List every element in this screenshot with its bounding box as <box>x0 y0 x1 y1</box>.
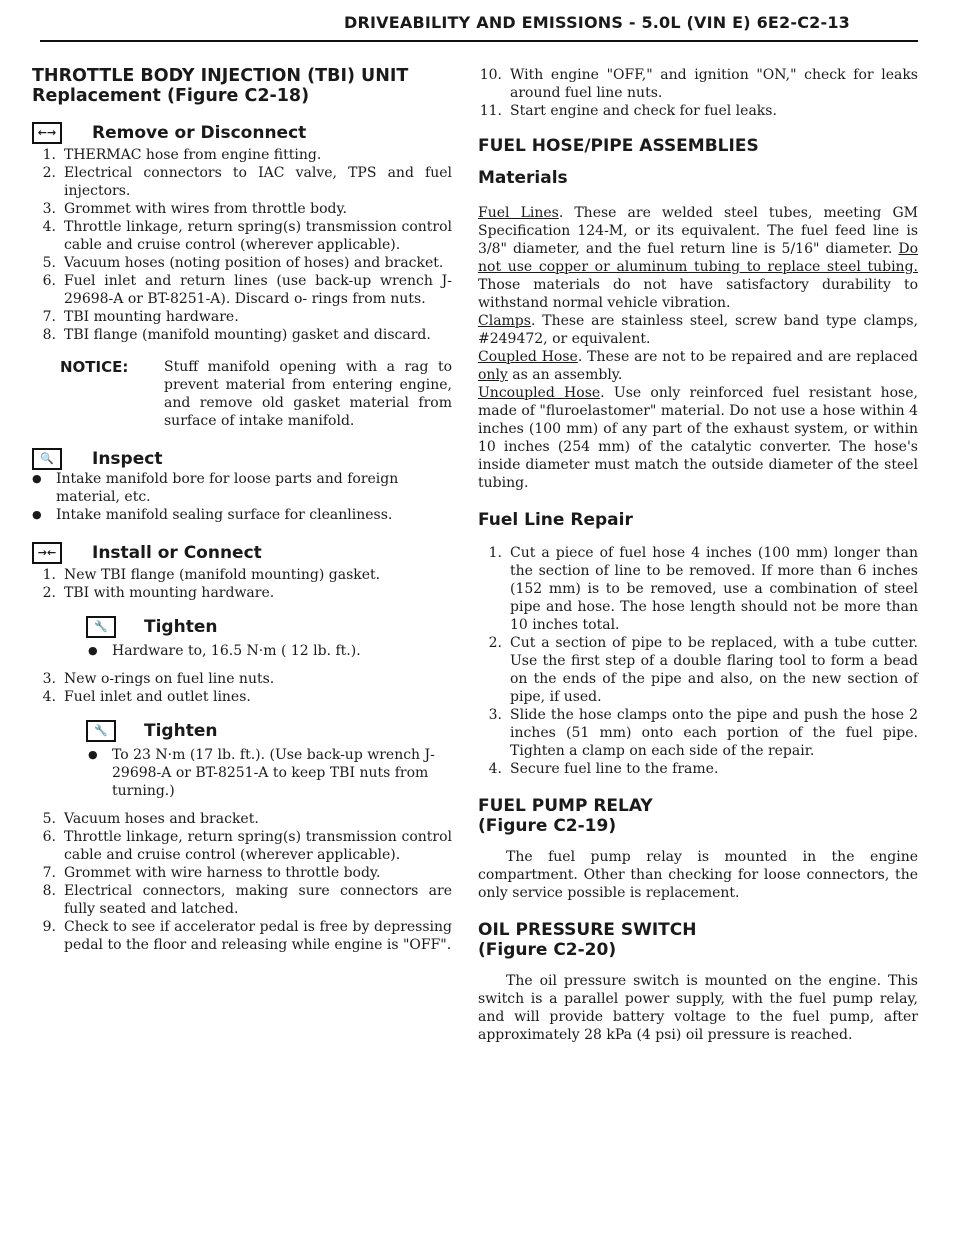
materials-title: Materials <box>478 168 568 188</box>
inspect-heading <box>32 448 452 470</box>
remove-heading <box>32 122 452 144</box>
tbi-subtitle: Replacement (Figure C2-18) <box>32 86 310 106</box>
clamps-paragraph: Clamps. These are stainless steel, screw band type clamps, #249472, or equivalent. <box>478 313 918 347</box>
magnifier-icon: 🔍 <box>32 448 62 470</box>
relay-title: FUEL PUMP RELAY <box>478 796 653 816</box>
install-heading <box>32 542 452 564</box>
left-column <box>32 66 452 954</box>
coupled-paragraph: Coupled Hose. These are not to be repaired and are replaced only as an assembly. <box>478 349 918 383</box>
uncoupled-paragraph: Uncoupled Hose. Use only reinforced fuel resistant hose, made of "fluroelastomer" material. Do not use a hose within 4 inches (100 mm) of any part of the exhaust system, or within 10 inches (254 mm) of the catalytic converter. The hose's inside diameter must match the outside diameter of the steel tubing. <box>478 385 918 491</box>
oil-subtitle: (Figure C2-20) <box>478 940 617 960</box>
list-item: ● Intake manifold sealing surface for cleanliness. <box>32 507 393 523</box>
right-column <box>478 66 918 1044</box>
list-item: 2. TBI with mounting hardware. <box>42 585 275 601</box>
list-item: 9. Check to see if accelerator pedal is free by depressing pedal to the floor and releasing while engine is "OFF". <box>42 919 452 953</box>
list-item: 3. Grommet with wires from throttle body. <box>42 201 347 217</box>
list-item: 11. Start engine and check for fuel leaks. <box>479 103 777 119</box>
tbi-title: THROTTLE BODY INJECTION (TBI) UNIT <box>32 66 409 86</box>
list-item: 1. New TBI flange (manifold mounting) gasket. <box>42 567 381 583</box>
list-item: 1. THERMAC hose from engine fitting. <box>42 147 322 163</box>
list-item: 8. TBI flange (manifold mounting) gasket and discard. <box>42 327 431 343</box>
list-item: 2. Cut a section of pipe to be replaced, with a tube cutter. Use the first step of a double flaring tool to form a bead on the ends of the pipe and also, on the new section of pipe, if used. <box>488 635 918 705</box>
list-item: 4. Throttle linkage, return spring(s) transmission control cable and cruise control (wherever applicable). <box>42 219 452 253</box>
inspect-list <box>32 470 452 524</box>
notice-block <box>60 358 452 430</box>
list-item: 2. Electrical connectors to IAC valve, TPS and fuel injectors. <box>42 165 452 199</box>
list-item: 7. Grommet with wire harness to throttle body. <box>42 865 381 881</box>
install-label: Install or Connect <box>92 543 262 563</box>
list-item: 3. New o-rings on fuel line nuts. <box>42 671 275 687</box>
list-item: 5. Vacuum hoses and bracket. <box>42 811 259 827</box>
arrows-together-icon: →← <box>32 542 62 564</box>
wrench-icon: 🔧 <box>86 616 116 638</box>
wrench-icon: 🔧 <box>86 720 116 742</box>
list-item: 3. Slide the hose clamps onto the pipe and push the hose 2 inches (51 mm) onto each portion of the fuel pipe. Tighten a clamp on each side of the repair. <box>488 707 918 759</box>
page-header: DRIVEABILITY AND EMISSIONS - 5.0L (VIN E) 6E2-C2-13 <box>344 13 850 32</box>
install-list-a <box>32 566 452 602</box>
list-item: ● Hardware to, 16.5 N·m ( 12 lb. ft.). <box>88 643 361 659</box>
install-list-b <box>32 670 452 706</box>
arrows-apart-icon: ←→ <box>32 122 62 144</box>
header-rule <box>40 40 918 42</box>
list-item: 8. Electrical connectors, making sure connectors are fully seated and latched. <box>42 883 452 917</box>
list-item: 4. Secure fuel line to the frame. <box>488 761 719 777</box>
list-item: 4. Fuel inlet and outlet lines. <box>42 689 251 705</box>
fuel-lines-paragraph: Fuel Lines. These are welded steel tubes, meeting GM Specification 124-M, or its equivalent. The fuel feed line is 3/8" diameter, and the fuel return line is 5/16" diameter. Do not use copper or aluminum tubing to replace steel tubing. Those materials do not have satisfactory durability to withstand normal vehicle vibration. <box>478 205 918 311</box>
list-item: 6. Throttle linkage, return spring(s) transmission control cable and cruise control (wherever applicable). <box>42 829 452 863</box>
tighten-heading-1 <box>86 616 452 638</box>
tighten-heading-2 <box>86 720 452 742</box>
list-item: 5. Vacuum hoses (noting position of hoses) and bracket. <box>42 255 444 271</box>
list-item: 7. TBI mounting hardware. <box>42 309 239 325</box>
relay-subtitle: (Figure C2-19) <box>478 816 617 836</box>
list-item: ● Intake manifold bore for loose parts and foreign material, etc. <box>32 471 399 505</box>
install-list-c <box>32 810 452 954</box>
list-item: ● To 23 N·m (17 lb. ft.). (Use back-up wrench J-29698-A or BT-8251-A to keep TBI nuts from turning.) <box>88 747 435 799</box>
remove-label: Remove or Disconnect <box>92 123 307 143</box>
list-item: 6. Fuel inlet and return lines (use back-up wrench J-29698-A or BT-8251-A). Discard o- rings from nuts. <box>42 273 452 307</box>
notice-label: NOTICE: <box>60 358 129 376</box>
fuel-hose-title: FUEL HOSE/PIPE ASSEMBLIES <box>478 136 759 156</box>
fuel-repair-list <box>478 544 918 778</box>
remove-list <box>32 146 452 344</box>
list-item: 10. With engine "OFF," and ignition "ON," check for leaks around fuel line nuts. <box>479 67 918 101</box>
list-item: 1. Cut a piece of fuel hose 4 inches (100 mm) longer than the section of line to be removed. If more than 6 inches (152 mm) is to be removed, use a combination of steel pipe and hose. The hose length should not be more than 10 inches total. <box>488 545 918 633</box>
notice-text: Stuff manifold opening with a rag to prevent material from entering engine, and remove old gasket material from surface of intake manifold. <box>164 359 452 429</box>
fuel-repair-title: Fuel Line Repair <box>478 510 633 530</box>
tighten-label: Tighten <box>144 617 218 637</box>
tighten-label: Tighten <box>144 721 218 741</box>
inspect-label: Inspect <box>92 449 163 469</box>
install-list-c-cont <box>478 66 918 120</box>
relay-paragraph: The fuel pump relay is mounted in the engine compartment. Other than checking for loose connectors, the only service possible is replacement. <box>478 849 918 901</box>
oil-title: OIL PRESSURE SWITCH <box>478 920 697 940</box>
oil-paragraph: The oil pressure switch is mounted on the engine. This switch is a parallel power supply, with the fuel pump relay, and will provide battery voltage to the fuel pump, after approximately 28 kPa (4 psi) oil pressure is reached. <box>478 973 918 1043</box>
